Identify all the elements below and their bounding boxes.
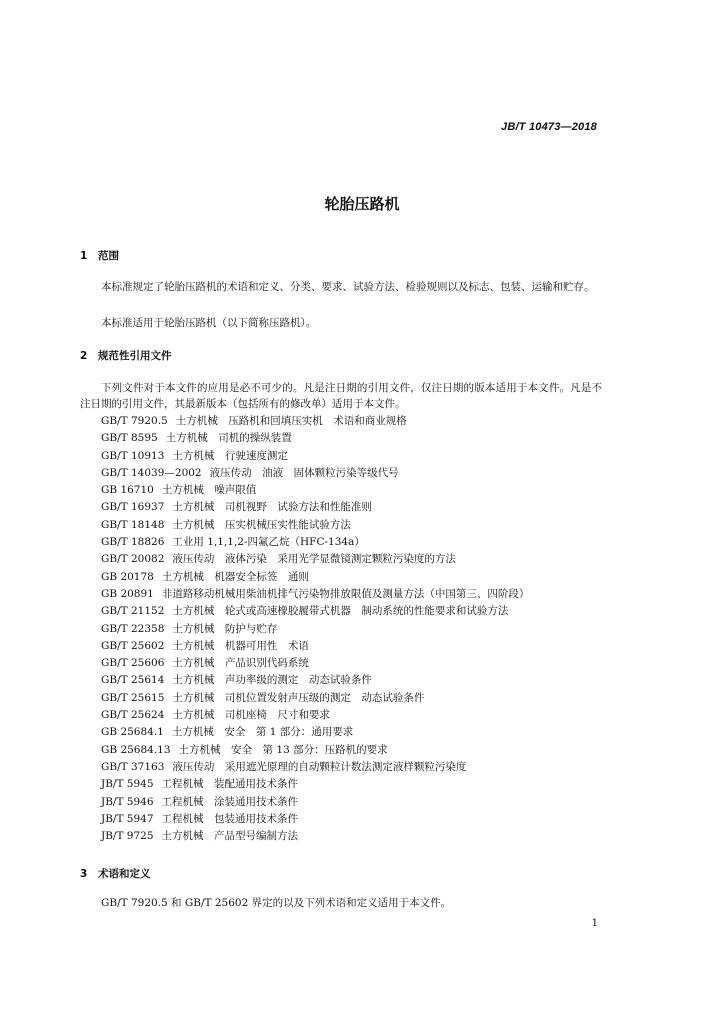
- reference-item: [101, 828, 529, 845]
- reference-item: [101, 465, 529, 482]
- reference-title: 土方机械 防护与贮存: [172, 622, 278, 635]
- section-heading-scope: [80, 248, 119, 263]
- reference-code: GB 20891: [101, 587, 154, 600]
- reference-title: 土方机械 司机的操纵装置: [165, 432, 292, 445]
- reference-code: GB/T 10913: [101, 449, 165, 462]
- reference-list: [101, 413, 529, 845]
- reference-title: 土方机械 司机位置发射声压级的测定 动态试验条件: [172, 691, 425, 704]
- reference-code: GB/T 20082: [101, 553, 165, 566]
- reference-item: [101, 638, 529, 655]
- reference-title: 土方机械 安全 第 1 部分：通用要求: [171, 726, 354, 739]
- reference-title: 土方机械 产品识别代码系统: [172, 657, 309, 670]
- reference-item: [101, 534, 529, 551]
- section-heading-terms-definitions: [80, 866, 151, 881]
- reference-item: [101, 724, 529, 741]
- reference-title: 液压传动 采用遮光原理的自动颗粒计数法测定液样颗粒污染度: [172, 760, 467, 773]
- reference-item: [101, 621, 529, 638]
- reference-item: [101, 448, 529, 465]
- reference-code: JB/T 5947: [101, 812, 154, 825]
- reference-item: [101, 776, 529, 793]
- reference-item: [101, 794, 529, 811]
- page-number: 1: [591, 918, 598, 929]
- section-number: 3: [80, 868, 88, 880]
- reference-title: 工程机械 装配通用技术条件: [161, 778, 299, 791]
- section-title: 规范性引用文件: [98, 350, 172, 362]
- reference-code: GB/T 37163: [101, 760, 165, 773]
- reference-code: GB/T 25606: [101, 657, 165, 670]
- reference-title: 工业用 1,1,1,2-四氟乙烷（HFC-134a）: [172, 536, 365, 549]
- reference-code: GB 25684.1: [101, 726, 164, 739]
- references-intro-paragraph: 下列文件对于本文件的应用是必不可少的。凡是注日期的引用文件，仅注日期的版本适用于本文件。凡是不注日期的引用文件，其最新版本（包括所有的修改单）适用于本文件。: [80, 382, 602, 410]
- reference-title: 土方机械 机器安全标签 通则: [161, 570, 309, 583]
- reference-code: GB/T 21152: [101, 605, 165, 618]
- reference-title: 工程机械 涂装通用技术条件: [161, 795, 299, 808]
- reference-item: [101, 569, 529, 586]
- reference-title: 液压传动 液体污染 采用光学显微镜测定颗粒污染度的方法: [172, 553, 456, 566]
- reference-code: GB/T 25614: [101, 674, 165, 687]
- reference-code: GB 16710: [101, 484, 154, 497]
- reference-code: GB/T 25602: [101, 639, 165, 652]
- reference-item: [101, 759, 529, 776]
- reference-item: [101, 707, 529, 724]
- reference-item: [101, 413, 529, 430]
- reference-title: 土方机械 噪声限值: [161, 484, 257, 497]
- reference-code: JB/T 5946: [101, 795, 154, 808]
- scope-paragraph-1: 本标准规定了轮胎压路机的术语和定义、分类、要求、试验方法、检验规则以及标志、包装、运输和贮存。: [101, 281, 595, 293]
- reference-title: 土方机械 司机座椅 尺寸和要求: [172, 709, 330, 722]
- reference-item: [101, 811, 529, 828]
- reference-code: GB 25684.13: [101, 743, 171, 756]
- reference-item: [101, 690, 529, 707]
- reference-title: 土方机械 机器可用性 术语: [172, 639, 309, 652]
- reference-title: 土方机械 行驶速度测定: [172, 449, 288, 462]
- reference-item: [101, 430, 529, 447]
- reference-code: GB/T 8595: [101, 432, 158, 445]
- reference-code: GB/T 7920.5: [101, 415, 168, 427]
- section-title: 术语和定义: [98, 868, 151, 880]
- scope-paragraph-2: 本标准适用于轮胎压路机（以下简称压路机）。: [101, 317, 317, 329]
- reference-code: GB/T 14039—2002: [101, 466, 202, 479]
- reference-code: GB/T 25615: [101, 691, 165, 704]
- reference-code: GB/T 18826: [101, 536, 165, 549]
- reference-title: 土方机械 司机视野 试验方法和性能准则: [172, 501, 372, 514]
- reference-title: 土方机械 轮式或高速橡胶履带式机器 制动系统的性能要求和试验方法: [172, 605, 509, 618]
- reference-item: [101, 742, 529, 759]
- reference-code: GB/T 25624: [101, 709, 165, 722]
- reference-item: [101, 603, 529, 620]
- reference-item: [101, 672, 529, 689]
- reference-code: GB/T 18148: [101, 518, 165, 531]
- reference-item: [101, 482, 529, 499]
- reference-code: GB/T 22358: [101, 622, 165, 635]
- reference-title: 工程机械 包装通用技术条件: [161, 812, 299, 825]
- reference-code: GB 20178: [101, 570, 154, 583]
- reference-title: 土方机械 声功率级的测定 动态试验条件: [172, 674, 372, 687]
- reference-title: 土方机械 安全 第 13 部分：压路机的要求: [178, 743, 388, 756]
- document-title: 轮胎压路机: [324, 195, 400, 213]
- reference-item: [101, 655, 529, 672]
- terms-intro-paragraph: GB/T 7920.5 和 GB/T 25602 界定的以及下列术语和定义适用于本文件。: [101, 897, 452, 909]
- section-heading-normative-references: [80, 348, 172, 363]
- reference-item: [101, 551, 529, 568]
- reference-code: GB/T 16937: [101, 501, 165, 514]
- reference-title: 非道路移动机械用柴油机排气污染物排放限值及测量方法（中国第三、四阶段）: [161, 587, 530, 600]
- reference-item: [101, 517, 529, 534]
- reference-code: JB/T 9725: [101, 830, 154, 843]
- standard-code: JB/T 10473—2018: [501, 121, 597, 133]
- section-number: 2: [80, 350, 88, 362]
- section-title: 范围: [98, 250, 119, 262]
- section-number: 1: [80, 250, 88, 262]
- reference-title: 土方机械 压路机和回填压实机 术语和商业规格: [175, 415, 407, 427]
- reference-code: JB/T 5945: [101, 778, 154, 791]
- reference-title: 液压传动 油液 固体颗粒污染等级代号: [209, 466, 399, 479]
- reference-item: [101, 586, 529, 603]
- reference-title: 土方机械 压实机械压实性能试验方法: [172, 518, 351, 531]
- reference-item: [101, 499, 529, 516]
- reference-title: 土方机械 产品型号编制方法: [161, 830, 299, 843]
